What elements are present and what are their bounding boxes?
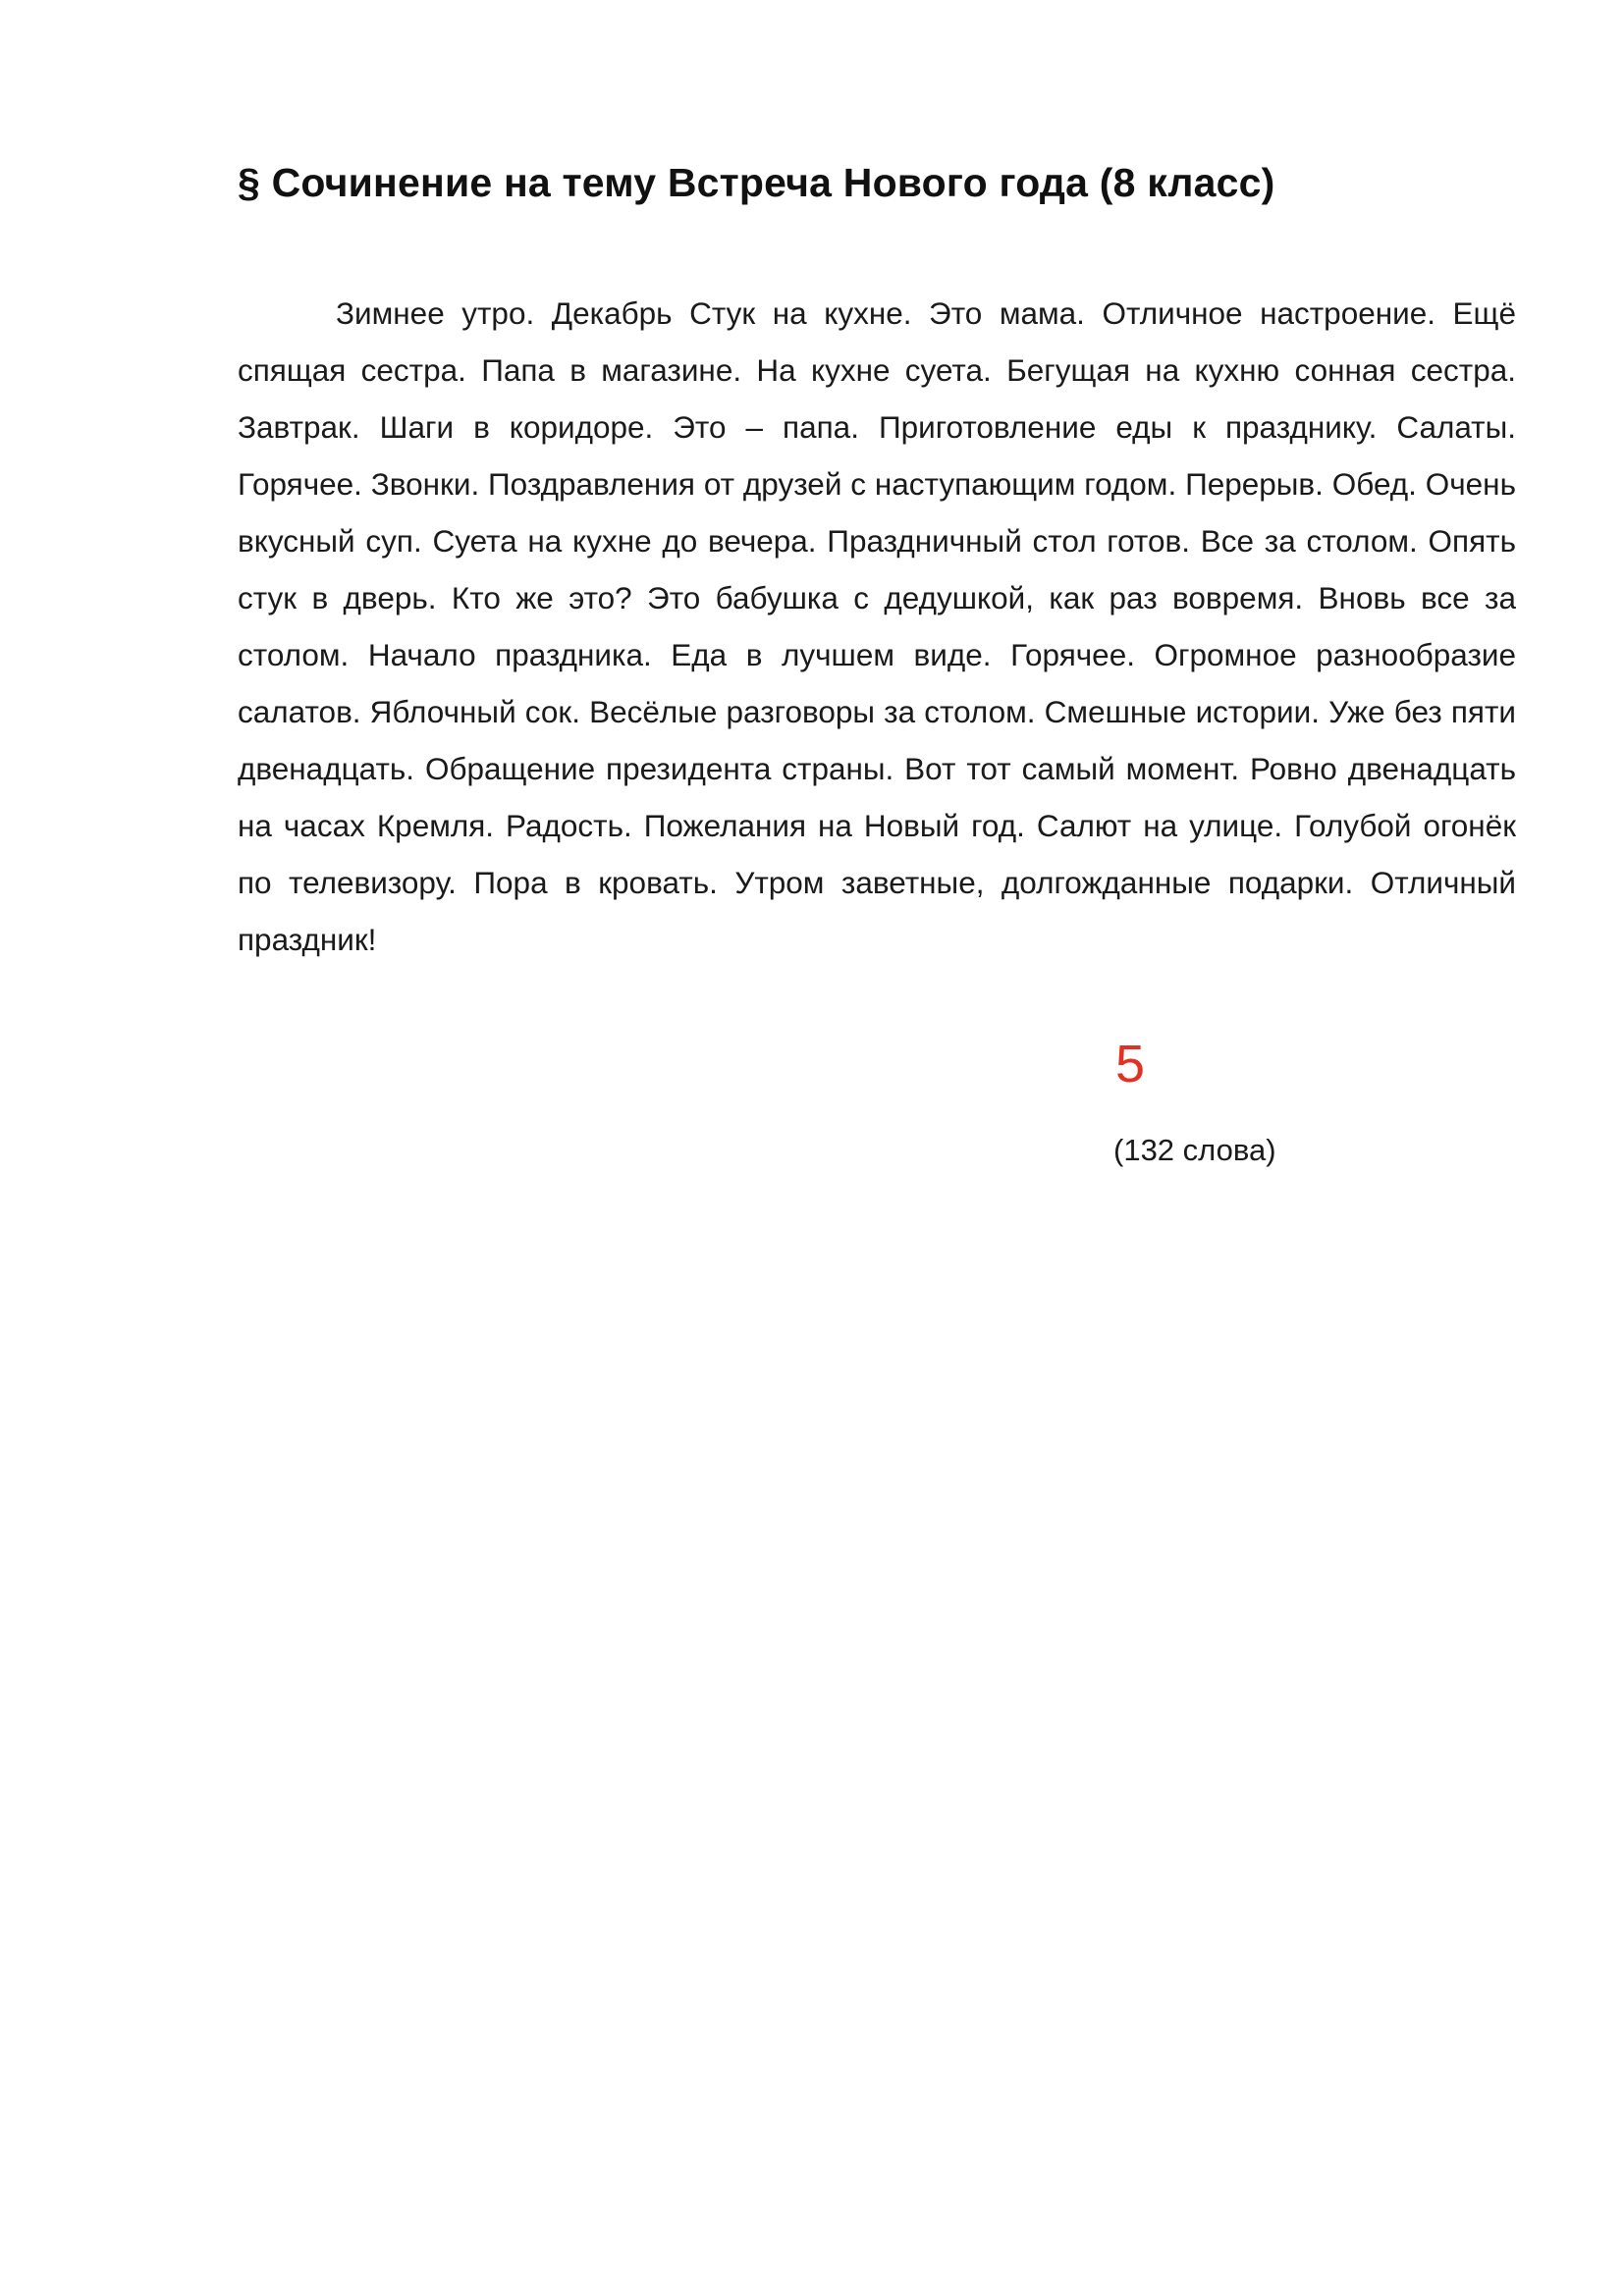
- essay-paragraph: Зимнее утро. Декабрь Стук на кухне. Это мама. Отличное настроение. Ещё спящая сестра. Папа в магазине. На кухне суета. Бегущая на кухню сонная сестра. Завтрак. Шаги в коридоре. Это – папа. Приготовление еды к празднику. Салаты. Горячее. Звонки. Поздравления от друзей с наступающим годом. Перерыв. Обед. Очень вкусный суп. Суета на кухне до вечера. Праздничный стол готов. Все за столом. Опять стук в дверь. Кто же это? Это бабушка с дедушкой, как раз вовремя. Вновь все за столом. Начало праздника. Еда в лучшем виде. Горячее. Огромное разнообразие салатов. Яблочный сок. Весёлые разговоры за столом. Смешные истории. Уже без пяти двенадцать. Обращение президента страны. Вот тот самый момент. Ровно двенадцать на часах Кремля. Радость. Пожелания на Новый год. Салют на улице. Голубой огонёк по телевизору. Пора в кровать. Утром заветные, долгожданные подарки. Отличный праздник!: [238, 295, 1516, 957]
- page-title: § Сочинение на тему Встреча Нового года (8 класс): [238, 160, 1275, 205]
- grade-mark: 5: [1115, 1035, 1146, 1094]
- word-count: (132 слова): [1113, 1133, 1276, 1167]
